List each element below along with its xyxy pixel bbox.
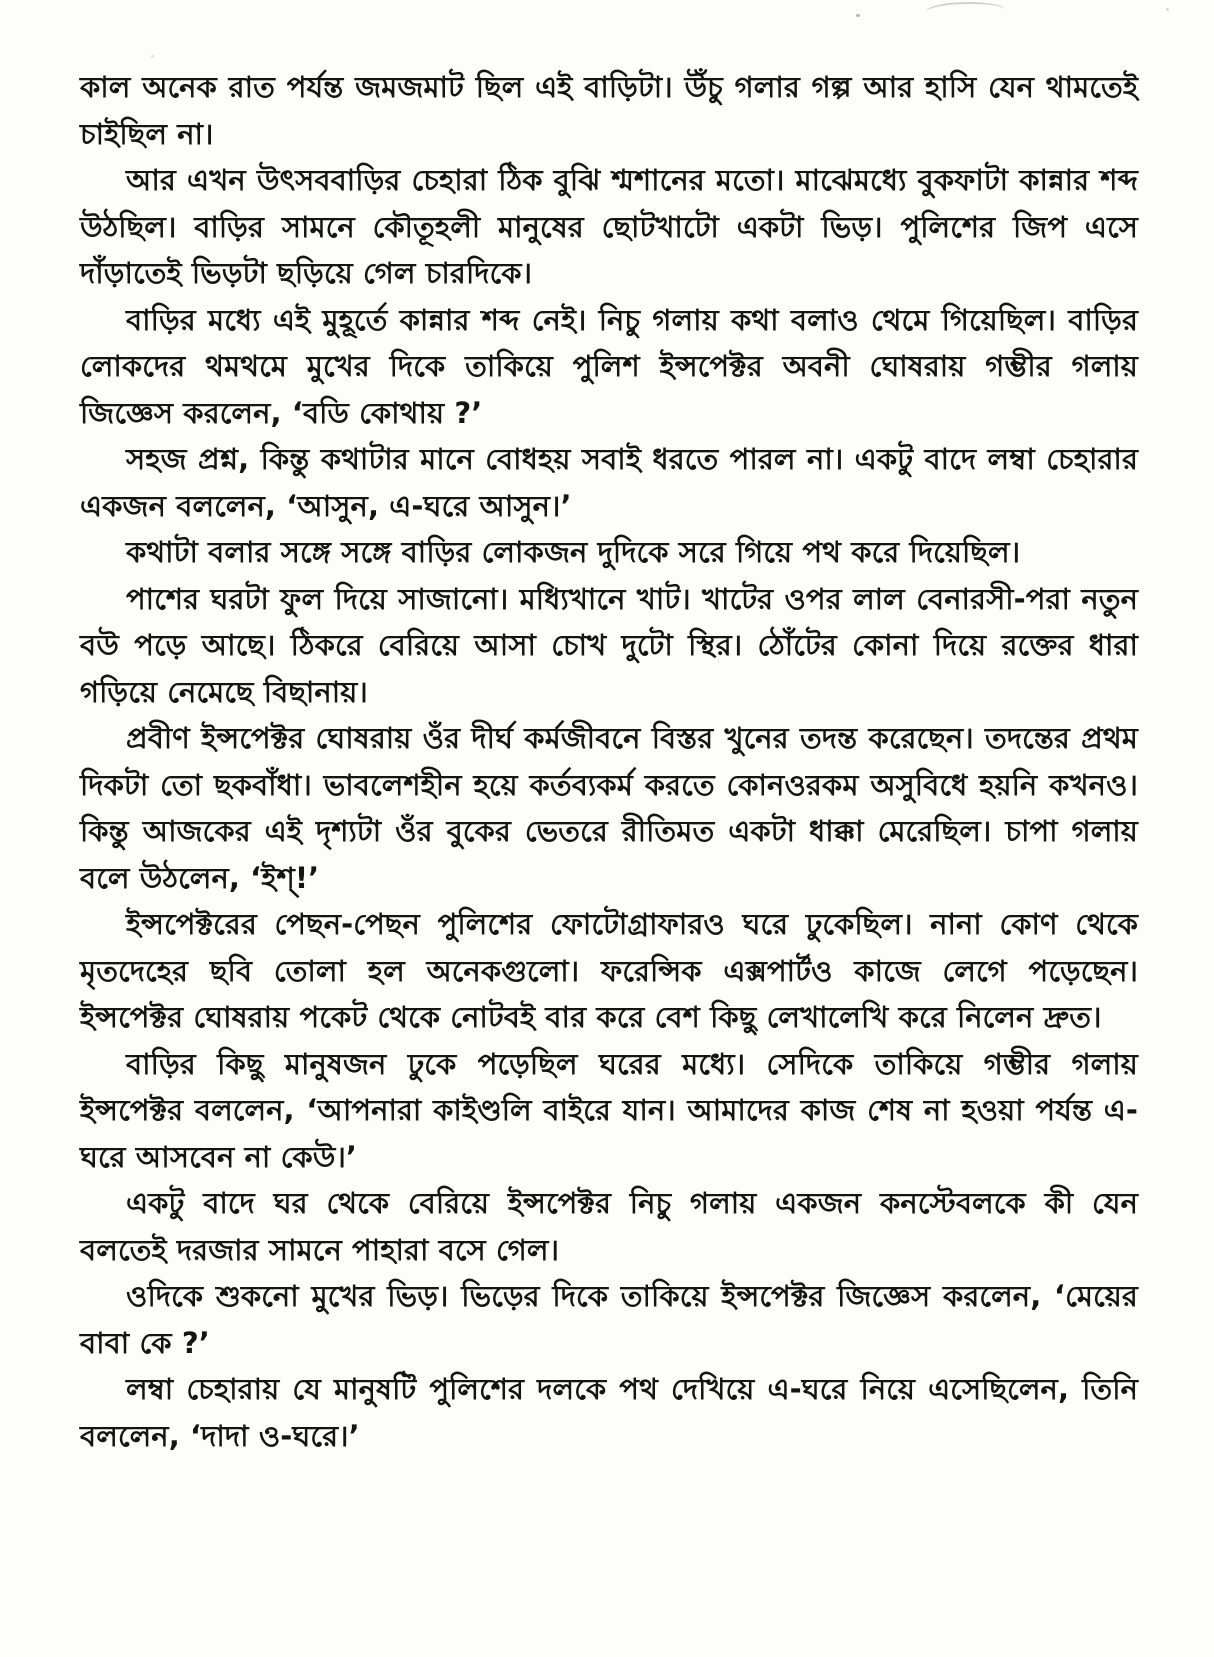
- paragraph: বাড়ির মধ্যে এই মুহূর্তে কান্নার শব্দ নেই। নিচু গলায় কথা বলাও থেমে গিয়েছিল। বাড়ির লোকদের থমথমে মুখের দিকে তাকিয়ে পুলিশ ইন্সপেক্টর অবনী ঘোষরায় গম্ভীর গলায় জিজ্ঞেস করলেন, ‘বডি কোথায় ?’: [80, 302, 1138, 430]
- paragraph: লম্বা চেহারায় যে মানুষটি পুলিশের দলকে পথ দেখিয়ে এ-ঘরে নিয়ে এসেছিলেন, তিনি বললেন, ‘দাদা ও-ঘরে।’: [80, 1372, 1138, 1453]
- paragraph: প্রবীণ ইন্সপেক্টর ঘোষরায় ওঁর দীর্ঘ কর্মজীবনে বিস্তর খুনের তদন্ত করেছেন। তদন্তের প্রথম দিকটা তো ছকবাঁধা। ভাবলেশহীন হয়ে কর্তব্যকর্ম করতে কোনওরকম অসুবিধে হয়নি কখনও। কিন্তু আজকের এই দৃশ্যটা ওঁর বুকের ভেতরে রীতিমত একটা ধাক্কা মেরেছিল। চাপা গলায় বলে উঠলেন, ‘ইশ্‌!’: [80, 721, 1138, 895]
- paragraph: ওদিকে শুকনো মুখের ভিড়। ভিড়ের দিকে তাকিয়ে ইন্সপেক্টর জিজ্ঞেস করলেন, ‘মেয়ের বাবা কে ?’: [80, 1279, 1138, 1360]
- paragraph: বাড়ির কিছু মানুষজন ঢুকে পড়েছিল ঘরের মধ্যে। সেদিকে তাকিয়ে গম্ভীর গলায় ইন্সপেক্টর বললেন, ‘আপনারা কাইণ্ডলি বাইরে যান। আমাদের কাজ শেষ না হওয়া পর্যন্ত এ-ঘরে আসবেন না কেউ।’: [80, 1046, 1138, 1174]
- paragraph: কথাটা বলার সঙ্গে সঙ্গে বাড়ির লোকজন দুদিকে সরে গিয়ে পথ করে দিয়েছিল।: [126, 535, 1021, 569]
- paragraph: আর এখন উৎসববাড়ির চেহারা ঠিক বুঝি শ্মশানের মতো। মাঝেমধ্যে বুকফাটা কান্নার শব্দ উঠছিল। বাড়ির সামনে কৌতূহলী মানুষের ছোটখাটো একটা ভিড়। পুলিশের জিপ এসে দাঁড়াতেই ভিড়টা ছড়িয়ে গেল চারদিকে।: [80, 163, 1138, 290]
- paragraph: একটু বাদে ঘর থেকে বেরিয়ে ইন্সপেক্টর নিচু গলায় একজন কনস্টেবলকে কী যেন বলতেই দরজার সামনে পাহারা বসে গেল।: [80, 1186, 1138, 1267]
- scan-speck: [856, 14, 860, 17]
- paragraph: পাশের ঘরটা ফুল দিয়ে সাজানো। মধ্যিখানে খাট। খাটের ওপর লাল বেনারসী-পরা নতুন বউ পড়ে আছে। ঠিকরে বেরিয়ে আসা চোখ দুটো স্থির। ঠোঁটের কোনা দিয়ে রক্তের ধারা গড়িয়ে নেমেছে বিছানায়।: [80, 581, 1138, 709]
- paragraph: কাল অনেক রাত পর্যন্ত জমজমাট ছিল এই বাড়িটা। উঁচু গলার গল্প আর হাসি যেন থামতেই চাইছিল না।: [80, 70, 1138, 151]
- scan-scratch-artifact: [925, 1, 1005, 14]
- paragraph: সহজ প্রশ্ন, কিন্তু কথাটার মানে বোধহয় সবাই ধরতে পারল না। একটু বাদে লম্বা চেহারার একজন বললেন, ‘আসুন, এ-ঘরে আসুন।’: [80, 442, 1138, 523]
- paragraph: ইন্সপেক্টরের পেছন-পেছন পুলিশের ফোটোগ্রাফারও ঘরে ঢুকেছিল। নানা কোণ থেকে মৃতদেহের ছবি তোলা হল অনেকগুলো। ফরেন্সিক এক্সপার্টও কাজে লেগে পড়েছেন। ইন্সপেক্টর ঘোষরায় পকেট থেকে নোটবই বার করে বেশ কিছু লেখালেখি করে নিলেন দ্রুত।: [80, 907, 1138, 1034]
- page-text: [80, 64, 1138, 1459]
- scan-speck: [151, 55, 154, 58]
- scan-speck: [1166, 8, 1169, 11]
